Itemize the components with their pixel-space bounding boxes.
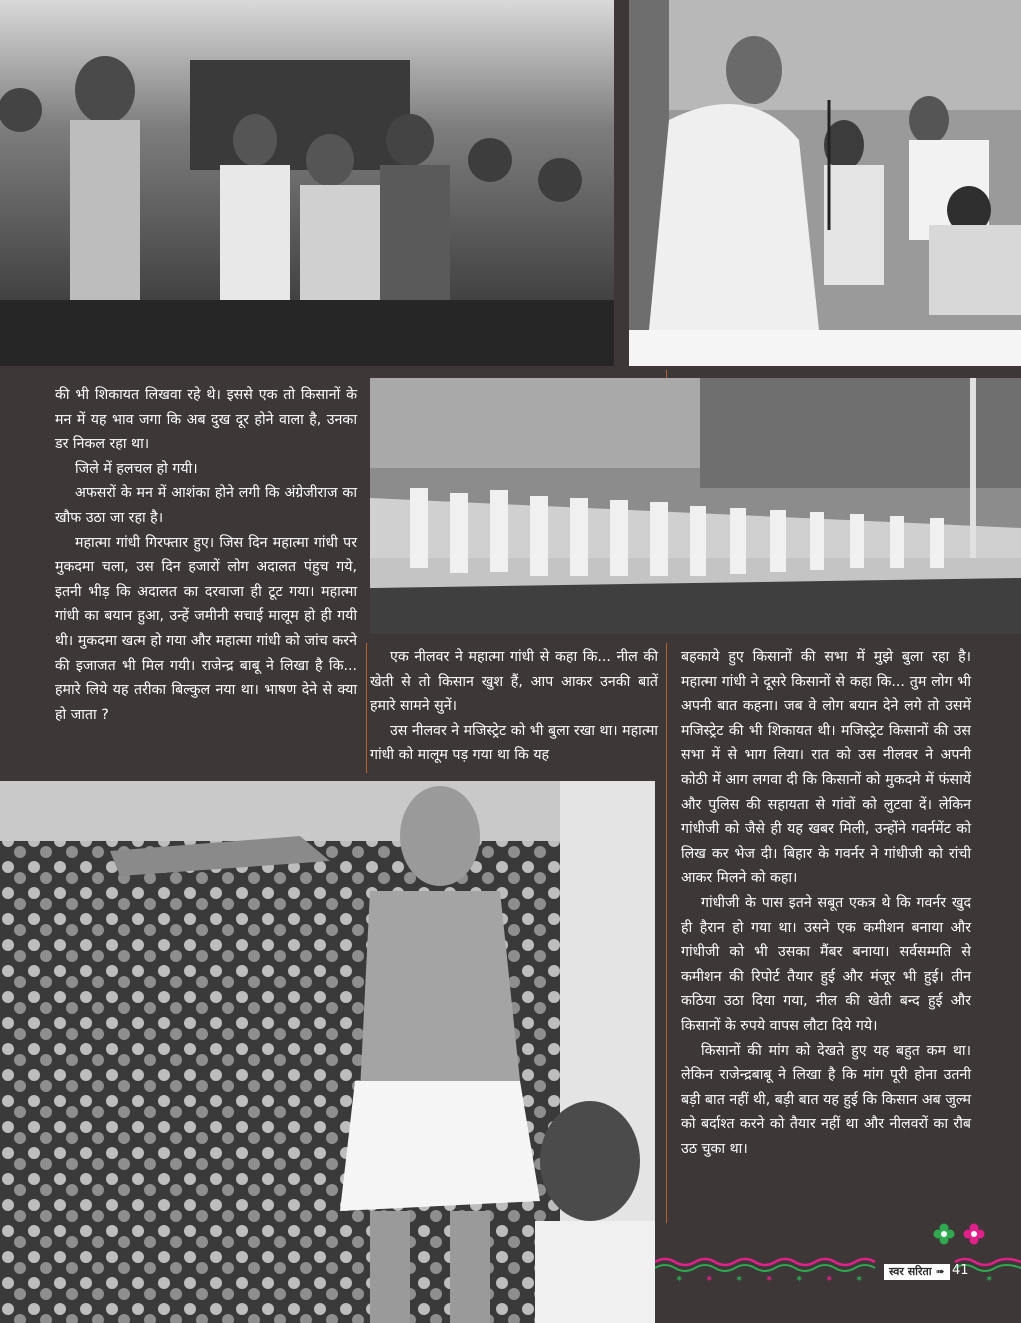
seated-leader-with-microphone-image: [629, 0, 1021, 366]
arrow-icon: ➠: [935, 1265, 945, 1278]
svg-text:✶: ✶: [675, 1274, 684, 1285]
photo-top-left: [0, 0, 614, 366]
svg-text:✶: ✶: [985, 1274, 994, 1285]
paragraph: किसानों की मांग को देखते हुए यह बहुत कम था। लेकिन राजेन्द्रबाबू ने लिखा है कि मांग पूरी होना उतनी बड़ी बात नहीं थी, बड़ी बात यह हुई कि किसान अब जुल्म को बर्दाश्त करने को तैयार नहीं था और नीलवरों का रौब उठ चुका था।: [681, 1042, 971, 1157]
gandhi-addressing-crowd-image: [0, 781, 655, 1323]
svg-text:✶: ✶: [735, 1274, 744, 1285]
column-rule-mid: [366, 643, 367, 773]
photo-middle: [370, 378, 1021, 634]
text-column-right: [681, 645, 971, 1161]
street-march-image: [370, 378, 1021, 634]
svg-text:✶: ✶: [855, 1274, 864, 1285]
magazine-name: [884, 1264, 950, 1280]
paragraph: जिले में हलचल हो गयी।: [75, 460, 198, 477]
paragraph: गांधीजी के पास इतने सबूत एकत्र थे कि गवर्नर खुद ही हैरान हो गया था। उसने एक कमीशन बनाया और गांधीजी को भी उसका मैंबर बनाया। सर्वसम्मति से कमीशन की रिपोर्ट तैयार हुई और मंजूर भी हुई। तीन कठिया उठा दिया गया, नील की खेती बन्द हुई और किसानों के रुपये वापस लौटा दिये गये।: [681, 894, 971, 1034]
svg-text:✶: ✶: [765, 1274, 774, 1285]
paragraph: महात्मा गांधी गिरफ्तार हुए। जिस दिन महात्मा गांधी पर मुकदमा चला, उस दिन हजारों लोग अदालत पंहुच गये, इतनी भीड़ कि अदालत का दरवाजा ही टूट गया। महात्मा गांधी का बयान हुआ, उन्हें जमीनी सचाई मालूम हो ही गयी थी। मुकदमा खत्म हो गया और महात्मा गांधी को जांच करने की इजाजत भी मिल गयी। राजेन्द्र बाबू ने लिखा है कि... हमारे लिये यह तरीका बिल्कुल नया था। भाषण देने से क्या हो जाता ?: [55, 534, 357, 723]
paragraph: उस नीलवर ने मजिस्ट्रेट को भी बुला रखा था। महात्मा गांधी को मालूम पड़ गया था कि यह: [370, 722, 658, 764]
magazine-name-text: स्वर सरिता: [889, 1265, 932, 1278]
top-column-rule: [666, 370, 667, 378]
paragraph: एक नीलवर ने महात्मा गांधी से कहा कि... नील की खेती से तो किसान खुश हैं, आप आकर उनकी बातें हमारे सामने सुनें।: [370, 649, 658, 715]
text-column-middle: [370, 645, 658, 768]
photo-bottom: [0, 781, 655, 1323]
protest-crowd-with-officer-image: [0, 0, 614, 366]
paragraph: की भी शिकायत लिखवा रहे थे। इससे एक तो किसानों के मन में यह भाव जगा कि अब दुख दूर होने वाला है, उनका डर निकल रहा था।: [55, 387, 357, 453]
svg-text:✶: ✶: [705, 1274, 714, 1285]
paragraph: अफसरों के मन में आशंका होने लगी कि अंग्रेजीराज का खौफ उठा जा रहा है।: [55, 485, 357, 526]
svg-text:✶: ✶: [825, 1274, 834, 1285]
page-number: 41: [952, 1263, 969, 1278]
column-rule-right: [666, 643, 667, 1223]
text-column-left: [55, 383, 357, 727]
flower-ornament-icon: [932, 1222, 988, 1246]
paragraph: बहकाये हुए किसानों की सभा में मुझे बुला रहा है। महात्मा गांधी ने दूसरे किसानों से कहा कि... तुम लोग भी अपनी बात कहना। जब वे लोग बयान देने लगे तो उसमें मजिस्ट्रेट की भी शिकायत थी। मजिस्ट्रेट किसानों की उस सभा में से भाग लिया। रात को उस नीलवर ने अपनी कोठी में आग लगवा दी कि किसानों को मुकदमे में फंसायें और पुलिस की सहायता से गांवों को लुटवा दें। लेकिन गांधीजी को जैसे ही यह खबर मिली, उन्होंने गवर्नमेंट को लिख कर भेज दी। बिहार के गवर्नर ने गांधीजी को रांची आकर मिलने को कहा।: [681, 649, 971, 887]
photo-top-right: [629, 0, 1021, 366]
svg-text:✶: ✶: [795, 1274, 804, 1285]
